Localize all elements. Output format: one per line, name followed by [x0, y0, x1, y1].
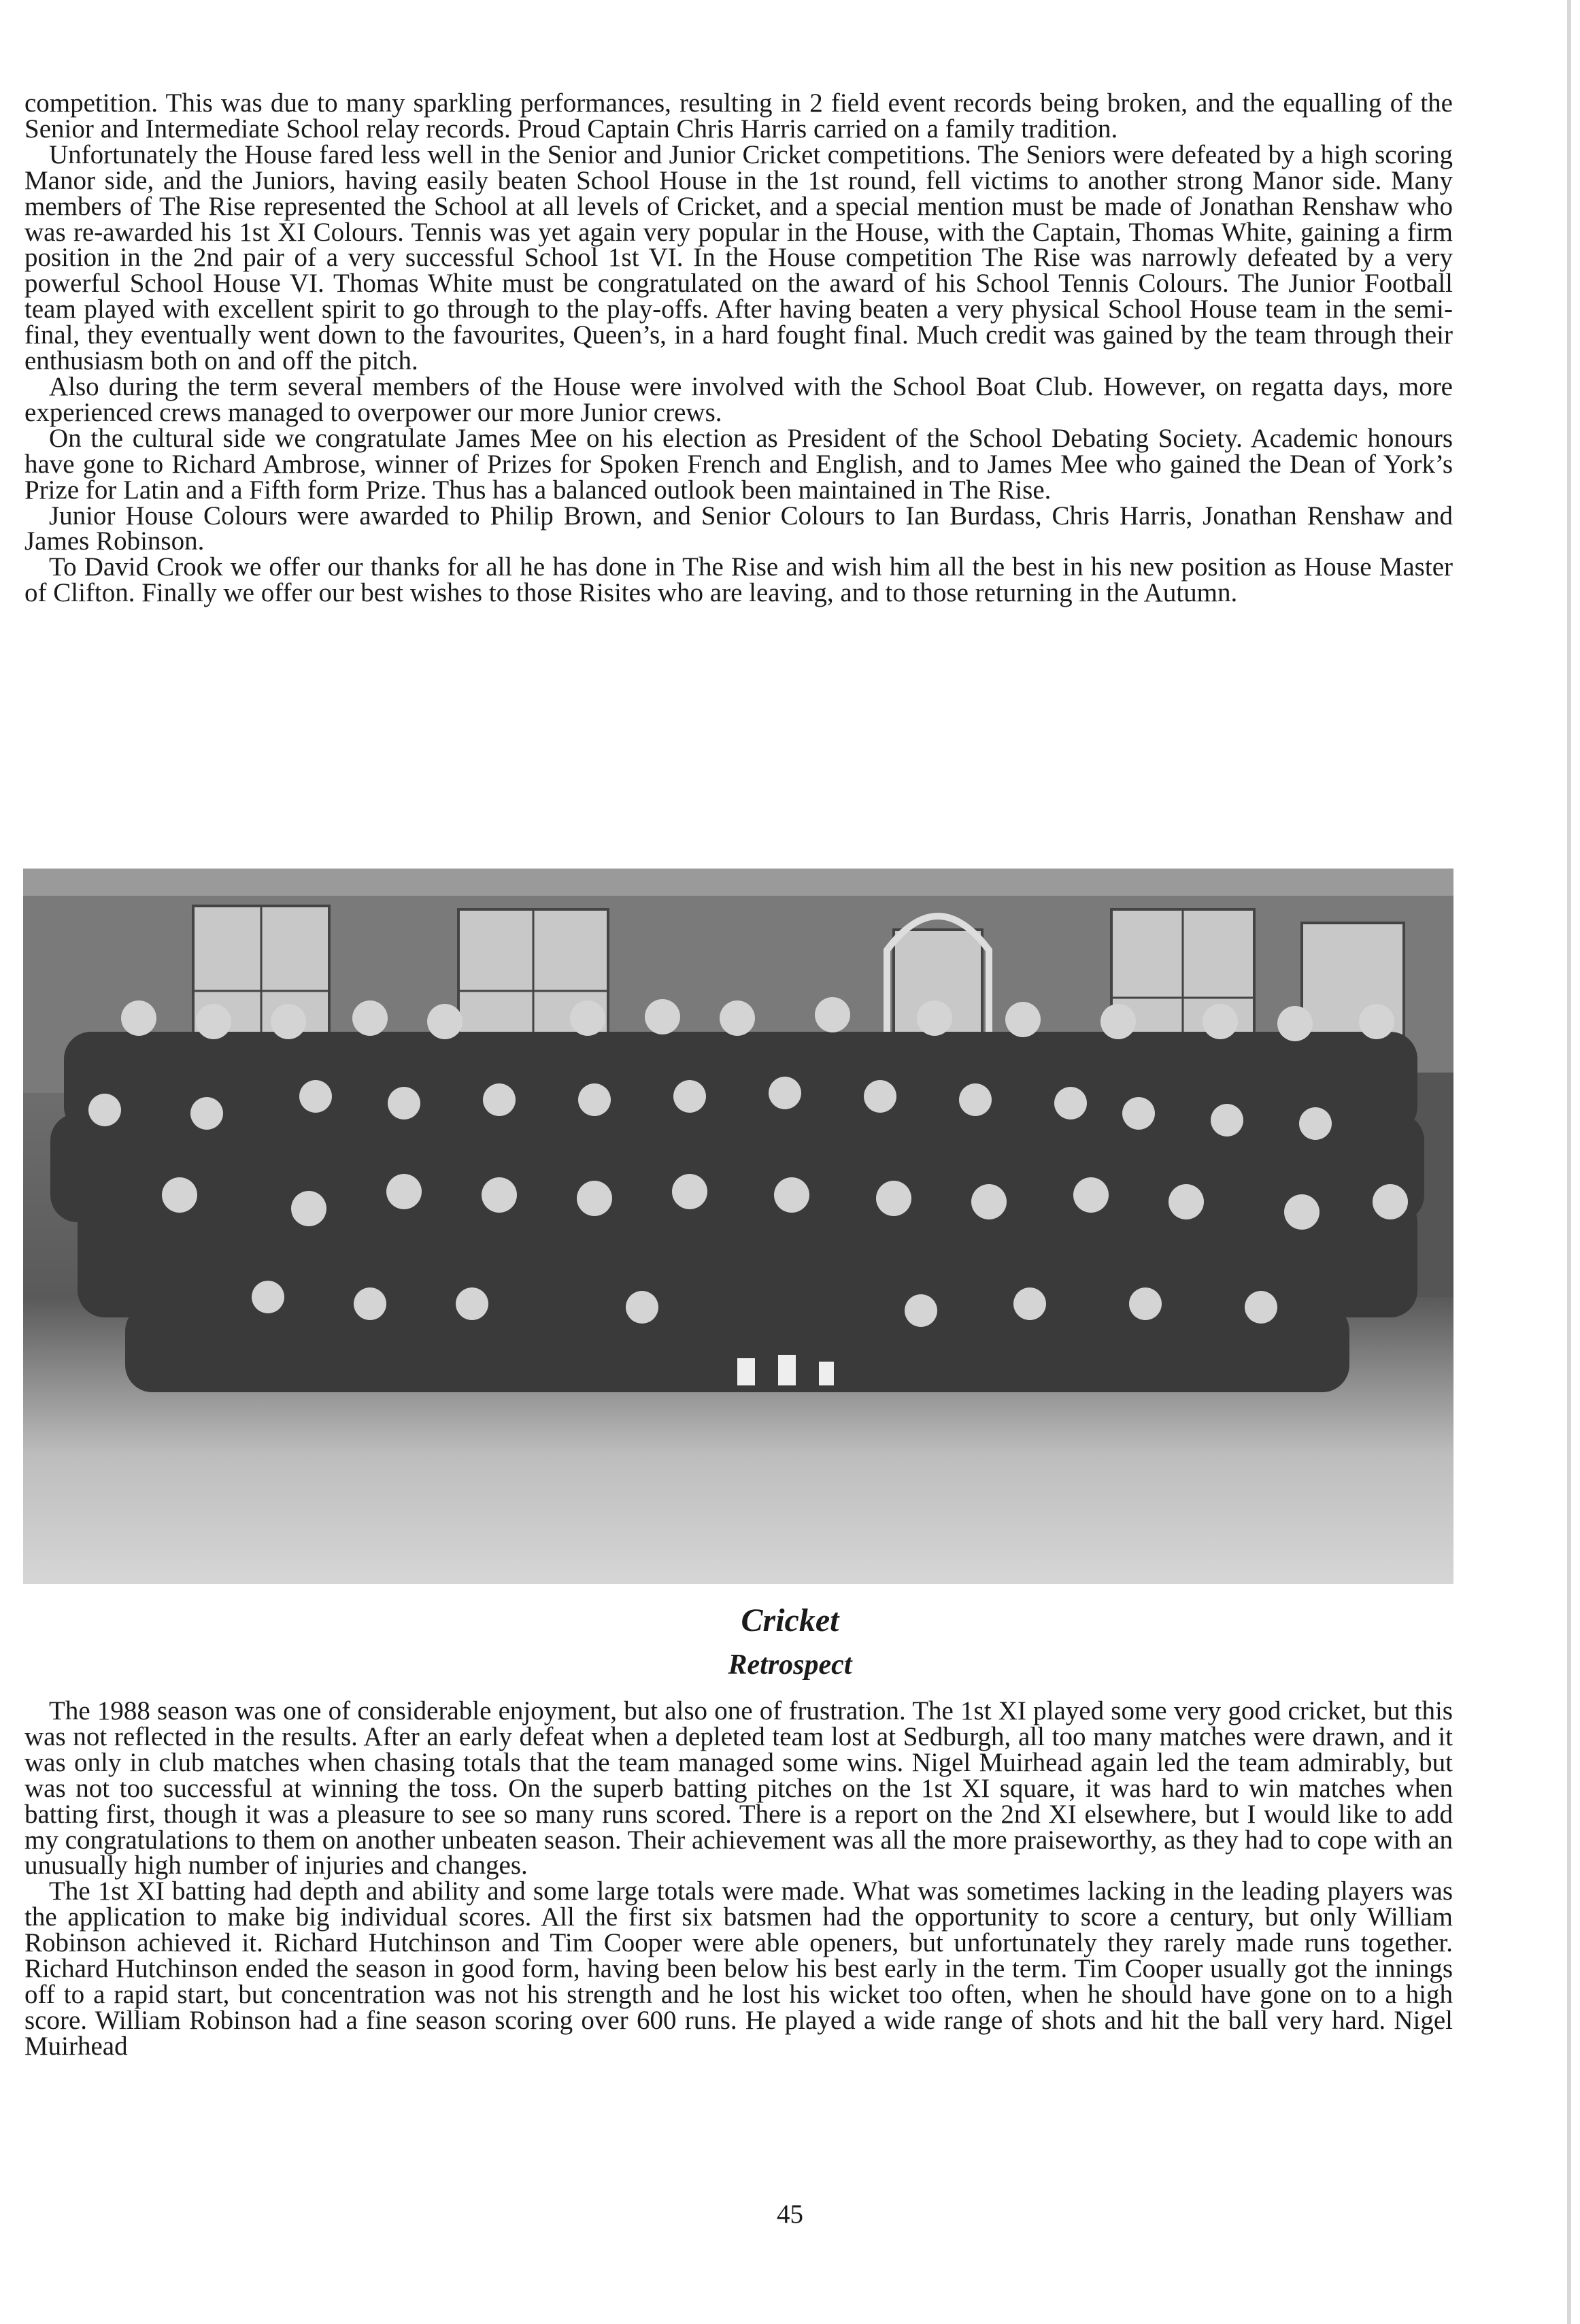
section-subtitle: Retrospect [728, 1649, 852, 1681]
paragraph: The 1st XI batting had depth and ability and some large totals were made. What was sometimes lacking in the leading players was the application to make big individual scores. All the first six batsmen had the opportunity to score a century, but only William Robinson achieved it. Richard Hutchinson and Tim Cooper were able openers, but unfortunately they rarely made runs together. Richard Hutchinson ended the season in good form, having been below his best early in the term. Tim Cooper usually got the innings off to a rapid start, but concentration was not his strength and he lost his wicket too often, when he should have gone on to a high score. William Robinson had a fine season scoring over 600 runs. He played a wide range of shots and hit the ball very hard. Nigel Muirhead [24, 1876, 1453, 2061]
paragraph: To David Crook we offer our thanks for all he has done in The Rise and wish him all the best in his new position as House Master of Clifton. Finally we offer our best wishes to those Risites who are leaving, and to those returning in the Autumn. [24, 552, 1453, 608]
page-number: 45 [777, 2200, 803, 2229]
house-group-photo [23, 869, 1453, 1584]
page-edge-divider [1567, 0, 1571, 2324]
paragraph: competition. This was due to many sparkling performances, resulting in 2 field event records being broken, and the equalling of the Senior and Intermediate School relay records. Proud Captain Chris Harris carried on a family tradition. [24, 88, 1453, 144]
paragraph: Junior House Colours were awarded to Philip Brown, and Senior Colours to Ian Burdass, Chris Harris, Jonathan Renshaw and James Robinson. [24, 501, 1453, 556]
paragraph: Also during the term several members of the House were involved with the School Boat Club. However, on regatta days, more experienced crews managed to overpower our more Junior crews. [24, 371, 1453, 427]
paragraph: Unfortunately the House fared less well in the Senior and Junior Cricket competitions. The Seniors were defeated by a high scoring Manor side, and the Juniors, having easily beaten School House in the 1st round, fell victims to another strong Manor side. Many members of The Rise represented the School at all levels of Cricket, and a special mention must be made of Jonathan Renshaw who was re-awarded his 1st XI Colours. Tennis was yet again very popular in the House, with the Captain, Thomas White, gaining a firm position in the 2nd pair of a very successful School 1st VI. In the House competition The Rise was narrowly defeated by a very powerful School House VI. Thomas White must be congratulated on the award of his School Tennis Colours. The Junior Football team played with excellent spirit to go through to the play-offs. After having beaten a very physical School House team in the semi-final, they eventually went down to the favourites, Queen’s, in a hard fought final. Much credit was gained by the team through their enthusiasm both on and off the pitch. [24, 139, 1453, 376]
cricket-report-text [24, 1698, 1453, 2059]
paragraph: On the cultural side we congratulate James Mee on his election as President of the School Debating Society. Academic honours have gone to Richard Ambrose, winner of Prizes for Spoken French and English, and to James Mee who gained the Dean of York’s Prize for Latin and a Fifth form Prize. Thus has a balanced outlook been maintained in The Rise. [24, 423, 1453, 505]
section-title: Cricket [741, 1602, 839, 1638]
house-report-text [24, 90, 1453, 606]
paragraph: The 1988 season was one of considerable enjoyment, but also one of frustration. The 1st XI played some very good cricket, but this was not reflected in the results. After an early defeat when a depleted team lost at Sedburgh, all too many matches were drawn, and it was only in club matches when chasing totals that the team managed some wins. Nigel Muirhead again led the team admirably, but was not too successful at winning the toss. On the superb batting pitches on the 1st XI square, it was hard to win matches when batting first, though it was a pleasure to see so many runs scored. There is a report on the 2nd XI elsewhere, but I would like to add my congratulations to them on another unbeaten season. Their achievement was all the more praiseworthy, as they had to cope with an unusually high number of injuries and changes. [24, 1696, 1453, 1881]
